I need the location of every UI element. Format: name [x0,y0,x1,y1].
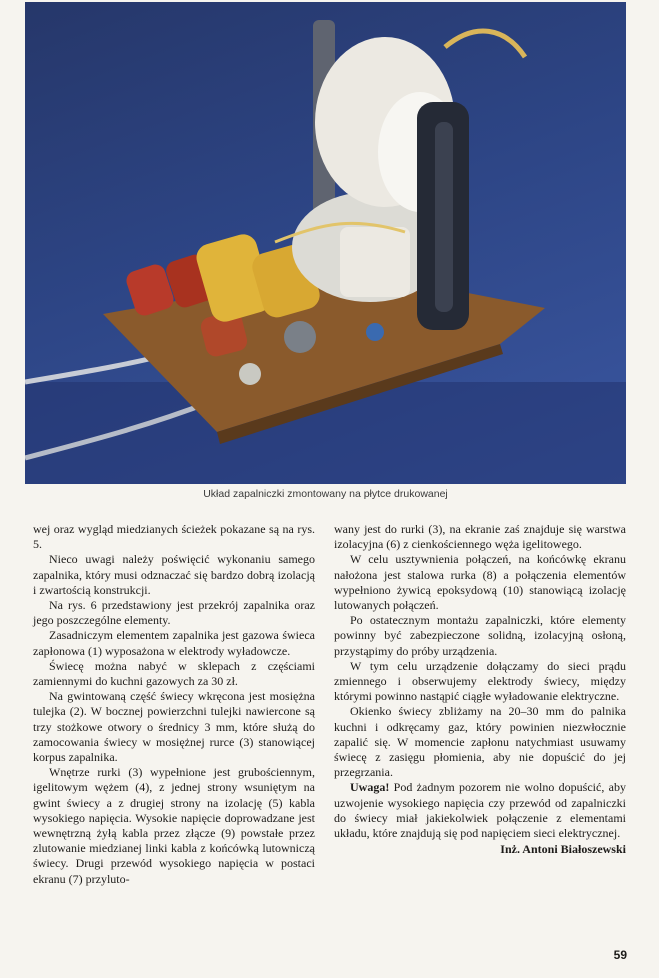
paragraph: Nieco uwagi należy poświęcić wykonaniu samego zapalnika, który musi odznaczać się bardzo dobrą izolacją i zwartością konstrukcji. [33,552,315,597]
circuit-board-photo [25,2,626,484]
author-signature: Inż. Antoni Białoszewski [500,842,626,857]
right-column [334,522,626,857]
paragraph: W celu usztywnienia połączeń, na końcówkę ekranu nałożona jest stalowa rurka (8) a połączenia elementów wypełniono żywicą epoksydową (10) stanowiącą izolację lutowanych połączeń. [334,552,626,613]
warning-paragraph [334,780,626,841]
paragraph: wej oraz wygląd miedzianych ścieżek pokazane są na rys. 5. [33,522,315,552]
paragraph: Po ostatecznym montażu zapalniczki, które elementy powinny być zabezpieczone solidną, izolacyjną osłoną, przystąpimy do próby urządzenia. [334,613,626,658]
paragraph: Okienko świecy zbliżamy na 20–30 mm do palnika kuchni i odkręcamy gaz, który powinien niezwłocznie zapalić się. W momencie zapłonu natychmiast usuwamy świecę z zasięgu płomienia, aby nie dopuścić do jej przegrzania. [334,704,626,780]
paragraph: wany jest do rurki (3), na ekranie zaś znajduje się warstwa izolacyjna (6) z cienkościennego węża igelitowego. [334,522,626,552]
transistor [284,321,316,353]
warning-text: Pod żadnym pozorem nie wolno dopuścić, aby uzwojenie wysokiego napięcia czy przewód od zapalniczki do świecy miał jakiekolwiek połączenie z elementami układu, które znajdują się pod napięciem sieci elektrycznej. [334,780,626,841]
paragraph: Zasadniczym elementem zapalnika jest gazowa świeca zapłonowa (1) wyposażona w elektrody wyładowcze. [33,628,315,658]
small-component [239,363,261,385]
yellow-wire [445,31,525,57]
paragraph: Na gwintowaną część świecy wkręcona jest mosiężna tulejka (2). W bocznej powierzchni tulejki nawiercone są trzy stożkowe otwory o średnicy 3 mm, które służą do zamocowania świecy w mosiężnej rurce (3) stanowiącej korpus zapalnika. [33,689,315,765]
paragraph: Świecę można nabyć w sklepach z częściami zamiennymi do kuchni gazowych za 30 zł. [33,658,315,689]
circuit-board-illustration [25,2,626,484]
paragraph: Na rys. 6 przedstawiony jest przekrój zapalnika oraz jego poszczególne elementy. [33,598,315,628]
left-column [33,522,315,887]
warning-label: Uwaga! [350,780,390,795]
page-number: 59 [613,948,627,962]
paragraph: W tym celu urządzenie dołączamy do sieci prądu zmiennego i obserwujemy elektrody świecy, między którymi powinno nastąpić ciągłe wyładowanie elektryczne. [334,658,626,704]
photo-caption: Układ zapalniczki zmontowany na płytce drukowanej [203,488,448,500]
paragraph: Wnętrze rurki (3) wypełnione jest grubościennym, igelitowym wężem (4), z jednej strony wsuniętym na gwint świecy a z drugiej strony na izolację (5) kabla wysokiego napięcia. Wysokie napięcie doprowadzane jest wewnętrzną żyłą kabla przez złącze (9) powstałe przez zlutowanie miedzianej linki kabla z końcówką lutowniczą świecy. Drugi przewód wysokiego napięcia w postaci ekranu (7) przyluto- [33,765,315,886]
